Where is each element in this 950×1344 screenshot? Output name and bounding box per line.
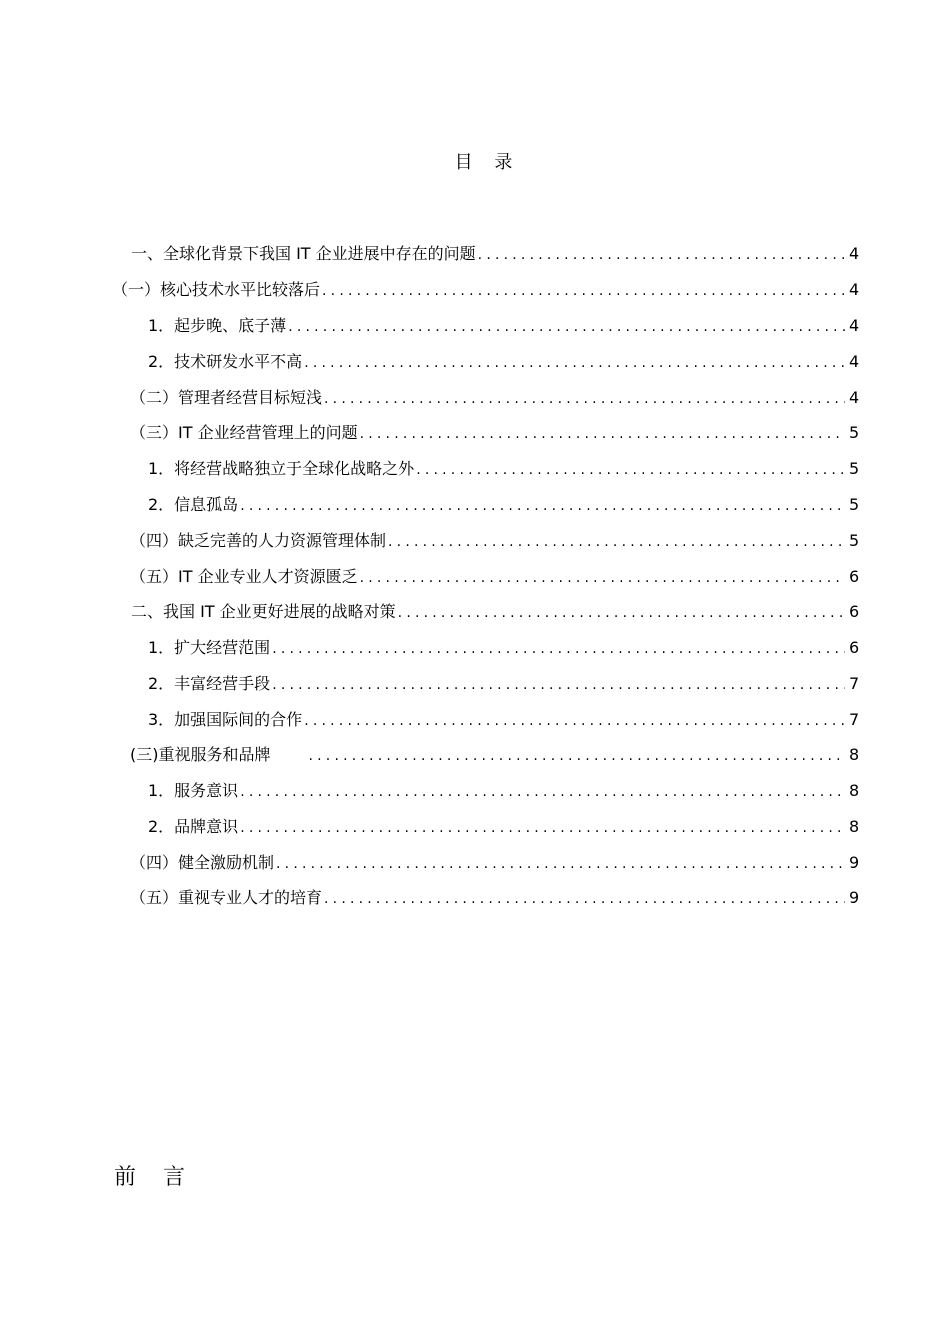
toc-entry-label: （五）重视专业人才的培育 (130, 888, 323, 907)
toc-entry-label: 2．品牌意识 (148, 817, 239, 836)
toc-entry-label: 2．丰富经营手段 (148, 674, 271, 693)
toc-entry-page: 4 (849, 244, 860, 263)
toc-entry[interactable] (130, 886, 859, 910)
toc-entry[interactable] (130, 421, 859, 445)
toc-entry[interactable] (148, 815, 859, 839)
toc-entry-label: 1．将经营战略独立于全球化战略之外 (148, 459, 415, 478)
toc-entry-label: （三）IT 企业经营管理上的问题 (130, 423, 358, 442)
toc-entry[interactable] (148, 493, 859, 517)
toc-entry-page: 6 (849, 638, 860, 657)
toc-leader-dots (309, 744, 846, 768)
toc-entry[interactable] (148, 779, 859, 803)
toc-entry[interactable] (112, 278, 859, 302)
toc-leader-dots (416, 458, 845, 482)
toc-entry-page: 8 (849, 817, 860, 836)
toc-entry-page: 4 (849, 316, 860, 335)
toc-entry[interactable] (148, 314, 859, 338)
toc-entry[interactable] (130, 743, 859, 767)
toc-entry-label: (三)重视服务和品牌 (130, 745, 271, 764)
toc-entry-page: 7 (849, 674, 860, 693)
toc-leader-dots (304, 351, 845, 375)
toc-entry[interactable] (131, 600, 859, 624)
toc-entry-label: （五）IT 企业专业人才资源匮乏 (130, 567, 358, 586)
toc-entry-page: 8 (849, 745, 860, 764)
toc-entry[interactable] (130, 851, 859, 875)
toc-entry-label: 1．服务意识 (148, 781, 239, 800)
toc-entry-label: 2．技术研发水平不高 (148, 352, 303, 371)
toc-entry-label: 2．信息孤岛 (148, 495, 239, 514)
toc-entry-page: 4 (849, 280, 860, 299)
toc-entry[interactable] (148, 350, 859, 374)
toc-entry-label: 一、全球化背景下我国 IT 企业进展中存在的问题 (131, 244, 476, 263)
toc-entry-page: 9 (849, 853, 860, 872)
toc-leader-dots (240, 816, 845, 840)
toc-entry-label: （四）缺乏完善的人力资源管理体制 (130, 531, 387, 550)
toc-entry[interactable] (148, 636, 859, 660)
toc-entry[interactable] (131, 242, 859, 266)
toc-entry-label: 1．起步晚、底子薄 (148, 316, 287, 335)
toc-leader-dots (276, 852, 845, 876)
toc-entry-page: 4 (849, 352, 860, 371)
toc-entry-page: 5 (849, 459, 860, 478)
toc-leader-dots (322, 279, 845, 303)
toc-leader-dots (272, 673, 845, 697)
toc-title: 目 录 (454, 152, 521, 173)
toc-entry-label: 二、我国 IT 企业更好进展的战略对策 (131, 602, 396, 621)
toc-leader-dots (240, 494, 845, 518)
toc-entry-page: 5 (849, 423, 860, 442)
toc-leader-dots (324, 387, 845, 411)
toc-entry[interactable] (148, 457, 859, 481)
toc-entry-label: 1．扩大经营范围 (148, 638, 271, 657)
toc-leader-dots (304, 709, 845, 733)
toc-leader-dots (388, 530, 845, 554)
toc-entry-label: （四）健全激励机制 (130, 853, 275, 872)
toc-entry-label: （一）核心技术水平比较落后 (112, 280, 321, 299)
toc-entry-page: 6 (849, 602, 860, 621)
toc-entry-label: （二）管理者经营目标短浅 (130, 388, 323, 407)
toc-leader-dots (288, 315, 845, 339)
preface-heading: 前 言 (114, 1165, 195, 1190)
toc-entry[interactable] (130, 565, 859, 589)
toc-entry-page: 4 (849, 388, 860, 407)
toc-entry-page: 9 (849, 888, 860, 907)
toc-leader-dots (478, 243, 845, 267)
toc-leader-dots (240, 780, 845, 804)
toc-leader-dots (272, 637, 845, 661)
toc-entry[interactable] (130, 529, 859, 553)
toc-entry[interactable] (148, 708, 859, 732)
toc-leader-dots (360, 566, 845, 590)
toc-entry-page: 5 (849, 531, 860, 550)
toc-entry-page: 6 (849, 567, 860, 586)
toc-leader-dots (398, 601, 845, 625)
toc-entry[interactable] (148, 672, 859, 696)
toc-entry-label: 3．加强国际间的合作 (148, 710, 303, 729)
toc-entry-page: 8 (849, 781, 860, 800)
toc-leader-dots (360, 422, 845, 446)
toc-entry[interactable] (130, 386, 859, 410)
toc-entry-page: 5 (849, 495, 860, 514)
toc-leader-dots (324, 887, 845, 911)
toc-entry-page: 7 (849, 710, 860, 729)
